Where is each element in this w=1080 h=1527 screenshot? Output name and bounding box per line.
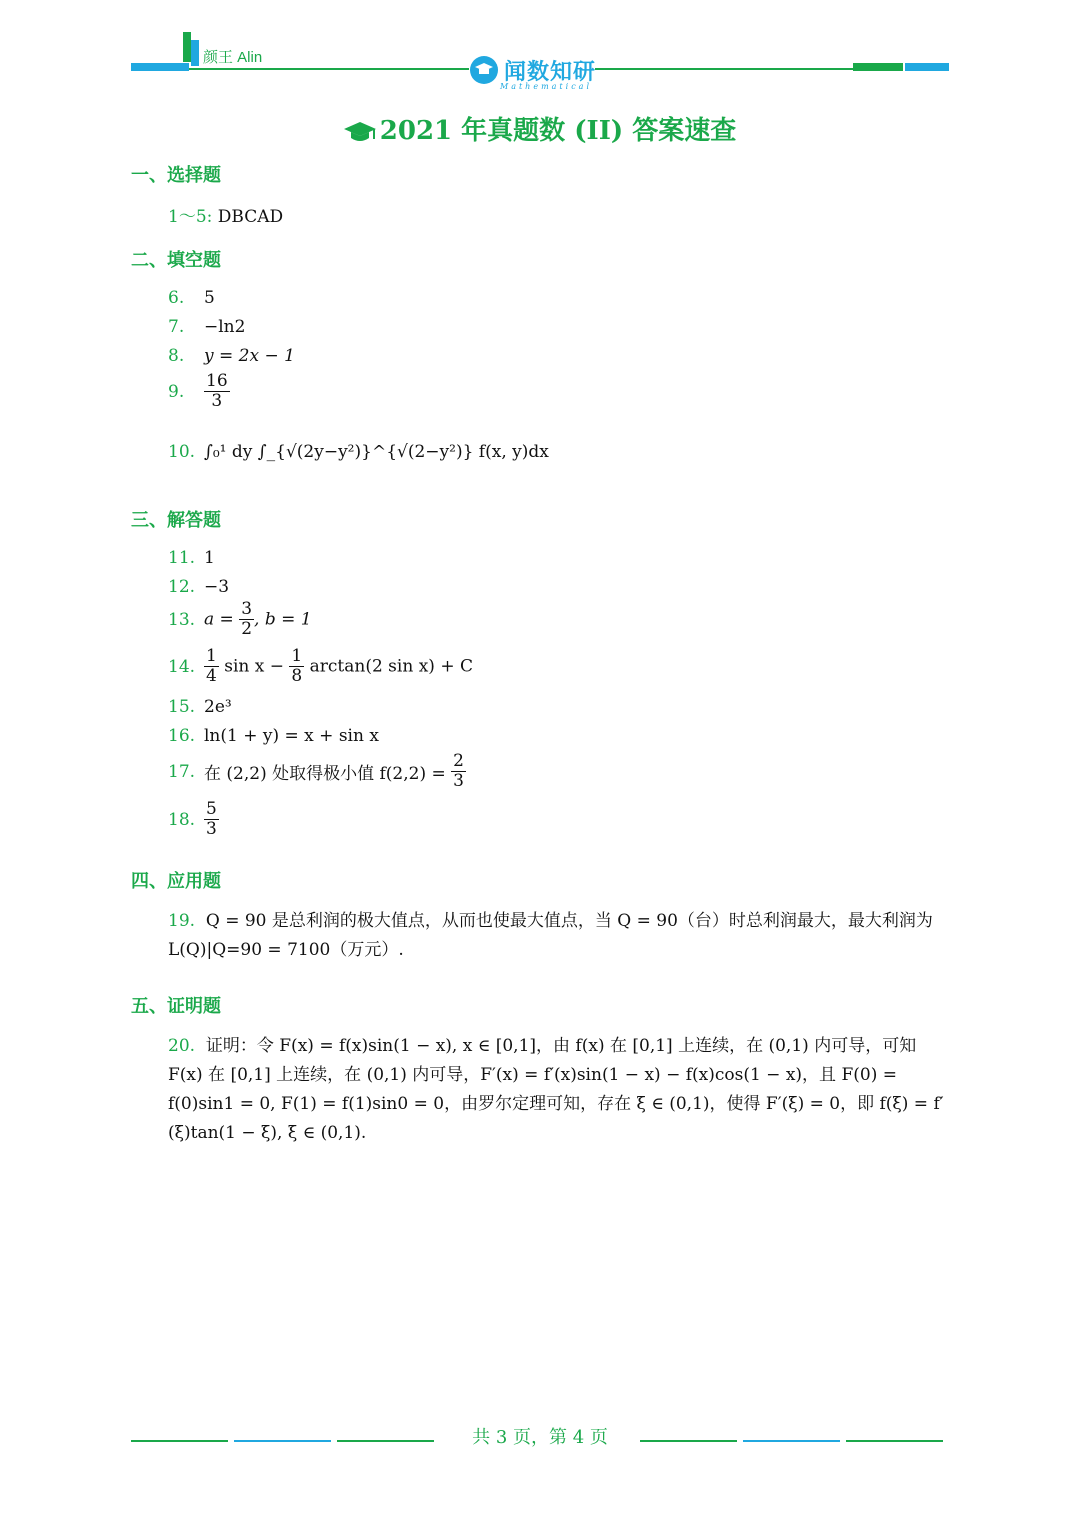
header-bar-right-green	[853, 63, 903, 71]
answer-19: 19. Q = 90 是总利润的极大值点，从而也使最大值点，当 Q = 90（台）时总利润最大，最大利润为 L(Q)|Q=90 = 7100（万元）.	[168, 911, 933, 960]
graduation-cap-icon	[344, 120, 376, 144]
answer-13: 13. a = $\frac{3}{2}$ , b = 1	[168, 599, 312, 639]
page-title: 2021 年真题数 (II) 答案速查	[0, 110, 1080, 147]
answer-7: 7. −ln2	[168, 317, 246, 337]
answer-10: 10. ∫₀¹ dy ∫_{√(2y−y²)}^{√(2−y²)} f(x, y)dx	[168, 442, 549, 462]
header-rule-right	[595, 68, 855, 70]
book-logo-icon	[183, 32, 205, 68]
answer-17: 17. 在 (2,2) 处取得极小值 f(2,2) = $\frac{2}{3}$	[168, 751, 464, 791]
answer-6: 6. 5	[168, 288, 215, 308]
answer-9: 9. $\frac{16}{3}$	[168, 371, 228, 411]
section-heading-prove: 五、证明题	[131, 996, 221, 1017]
answer-18: 18. $\frac{5}{3}$	[168, 799, 217, 839]
graduation-cap-icon	[470, 56, 498, 84]
header-bar-left	[131, 63, 189, 71]
section-heading-apply: 四、应用题	[131, 871, 221, 892]
logo-text: 颜王 Alin	[203, 49, 263, 66]
answer-15: 15. 2e³	[168, 697, 232, 717]
section-heading-solve: 三、解答题	[131, 510, 221, 531]
header-rule-left	[189, 68, 469, 70]
page-number: 共 3 页，第 4 页	[472, 1427, 608, 1448]
footer-rule	[846, 1440, 943, 1442]
footer-rule	[743, 1440, 840, 1442]
section-heading-fill: 二、填空题	[131, 250, 221, 271]
footer-rule	[640, 1440, 737, 1442]
answer-12: 12. −3	[168, 577, 230, 597]
brand-name: 闻数知研	[504, 59, 597, 85]
answer-14: 14. $\frac{1}{4}$ sin x − $\frac{1}{8}$ arctan(2 sin x) + C	[168, 646, 473, 686]
answer-16: 16. ln(1 + y) = x + sin x	[168, 726, 379, 746]
answer-8: 8. y = 2x − 1	[168, 346, 295, 366]
header-bar-right-blue	[905, 63, 949, 71]
answer-20: 20. 证明：令 F(x) = f(x)sin(1 − x), x ∈ [0,1]，由 f(x) 在 [0,1] 上连续，在 (0,1) 内可导，可知 F(x) 在 [0,1] 上连续，在 (0,1) 内可导，F′(x) = f′(x)sin(1 − x) − f(x)cos(1 − x)，且 F(0) = f(0)sin1 = 0, F(1) = f(1)sin0 = 0，由罗尔定理可知，存在 ξ ∈ (0,1)，使得 F′(ξ) = 0，即 f(ξ) = f′(ξ)tan(1 − ξ), ξ ∈ (0,1).	[168, 1036, 944, 1143]
section-heading-choice: 一、选择题	[131, 165, 221, 186]
answer-11: 11. 1	[168, 548, 215, 568]
brand-subtitle: Mathematical	[500, 82, 592, 91]
choice-answer: 1～5: DBCAD	[168, 207, 284, 227]
